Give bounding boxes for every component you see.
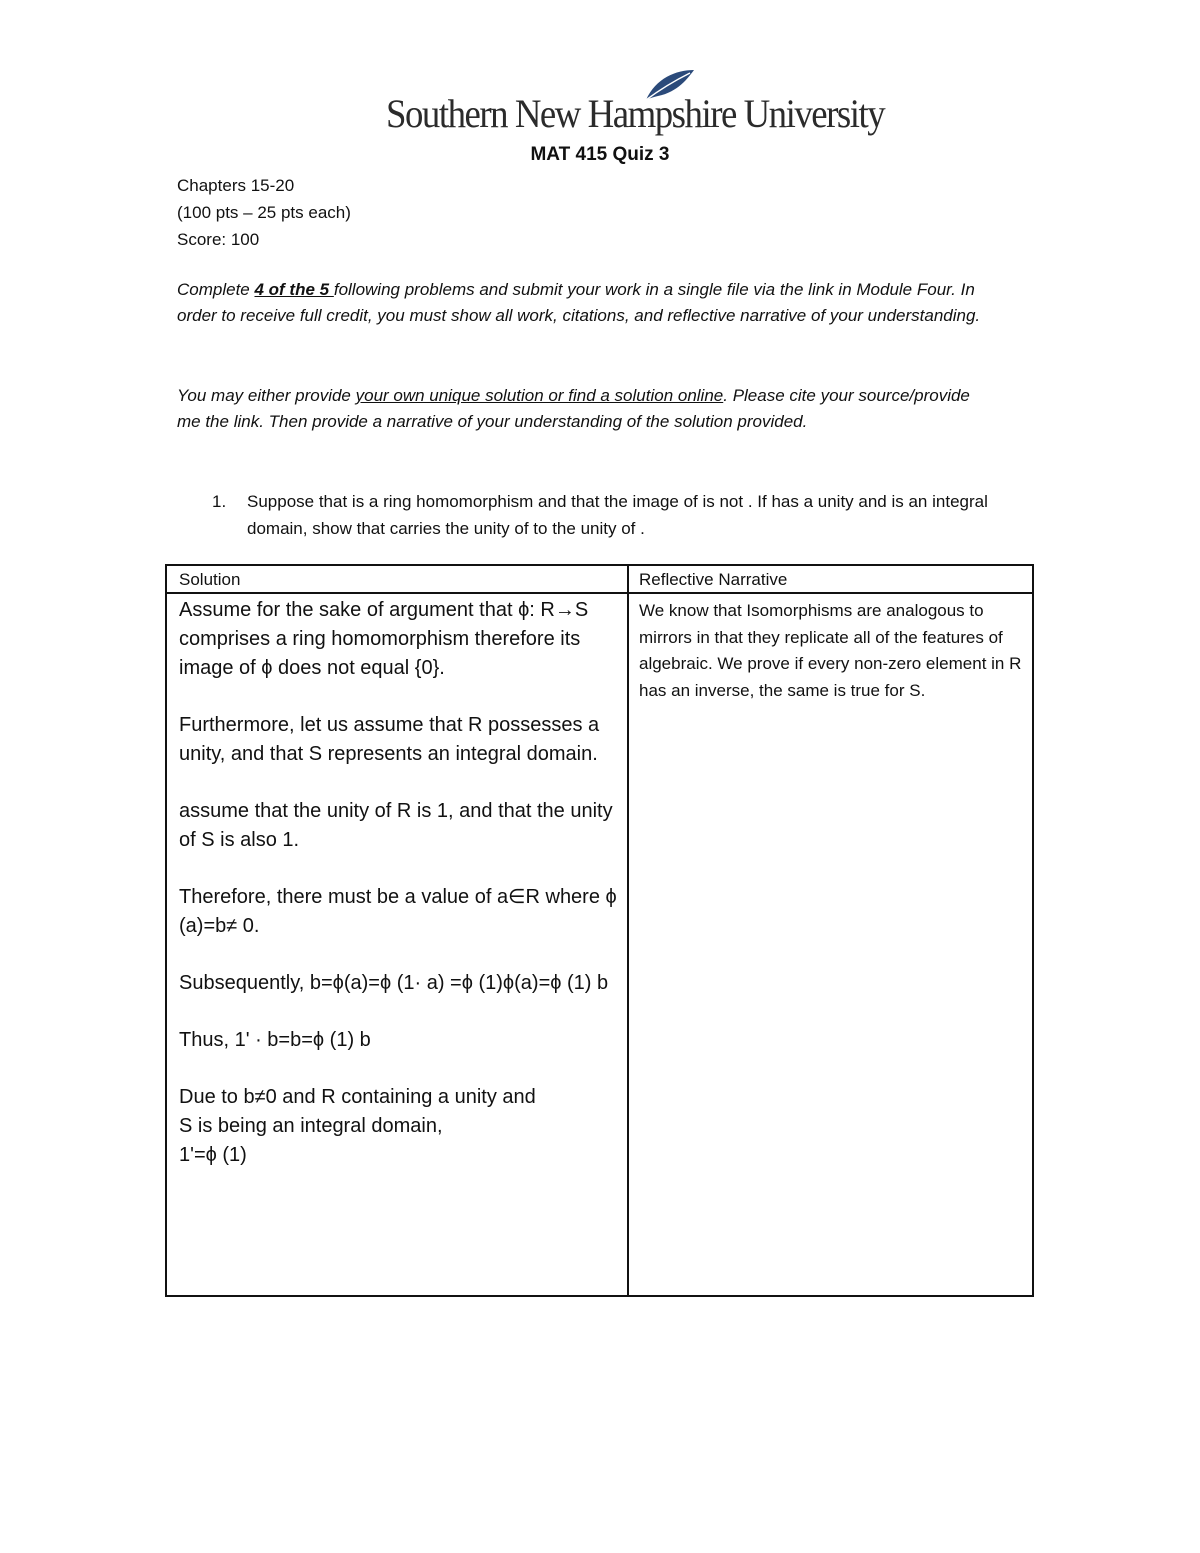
score-text: Score: 100 (177, 230, 260, 249)
reflective-cell: We know that Isomorphisms are analogous to mirrors in that they replicate all of the features of algebraic. We prove if every non-zero element in R has an inverse, the same is true for S. (639, 601, 1022, 700)
solution-paragraph: Thus, 1' · b=b=ϕ (1) b (179, 1029, 371, 1051)
points-text: (100 pts – 25 pts each) (177, 203, 351, 222)
page-title: MAT 415 Quiz 3 (530, 144, 670, 165)
problem-number: 1. (212, 492, 227, 511)
answer-table (165, 564, 1034, 1297)
citation-text-c: . Please cite your source/provide me the link. Then provide a narrative of your understanding of the solution provided. (177, 386, 970, 431)
solution-line: 1'=ϕ (1) (179, 1144, 247, 1166)
chapters-text: Chapters 15-20 (177, 176, 295, 195)
solution-cell (179, 596, 619, 1170)
citation-text-a: You may either provide (177, 386, 356, 405)
table-header-row (167, 566, 1032, 594)
instructions-paragraph (177, 277, 997, 329)
solution-paragraph: Furthermore, let us assume that R possesses a unity, and that S represents an integral domain. (179, 714, 600, 765)
quiz-meta (177, 172, 351, 253)
leaf-icon (638, 68, 698, 104)
solution-paragraph: Therefore, there must be a value of a∈R where ϕ (a)=b≠ 0. (179, 886, 617, 937)
reflective-header: Reflective Narrative (639, 570, 788, 589)
solution-conclusion (179, 1083, 619, 1170)
university-logo (386, 68, 885, 138)
problem-text: Suppose that is a ring homomorphism and that the image of is not . If has a unity and is an integral domain, show that carries the unity of to the unity of . (247, 492, 988, 538)
solution-paragraph: Subsequently, b=ϕ(a)=ϕ (1· a) =ϕ (1)ϕ(a)=ϕ (1) b (179, 972, 609, 994)
instructions-emphasis: 4 of the 5 (254, 280, 334, 299)
solution-line: S is being an integral domain, (179, 1115, 443, 1137)
solution-header: Solution (179, 570, 241, 589)
column-divider (627, 566, 629, 1295)
citation-paragraph (177, 383, 997, 435)
solution-paragraph: assume that the unity of R is 1, and that the unity of S is also 1. (179, 800, 613, 851)
citation-emphasis: your own unique solution or find a solution online (355, 386, 724, 405)
logo-text: Southern New Hampshire University (386, 91, 885, 136)
instructions-text-c: following problems and submit your work in a single file via the link in Module Four. In order to receive full credit, you must show all work, citations, and reflective narrative of your understanding. (177, 280, 981, 325)
instructions-text-a: Complete (177, 280, 255, 299)
solution-paragraph: Assume for the sake of argument that ϕ: R→S comprises a ring homomorphism therefore its image of ϕ does not equal {0}. (179, 599, 589, 679)
solution-line: Due to b≠0 and R containing a unity and (179, 1086, 536, 1108)
